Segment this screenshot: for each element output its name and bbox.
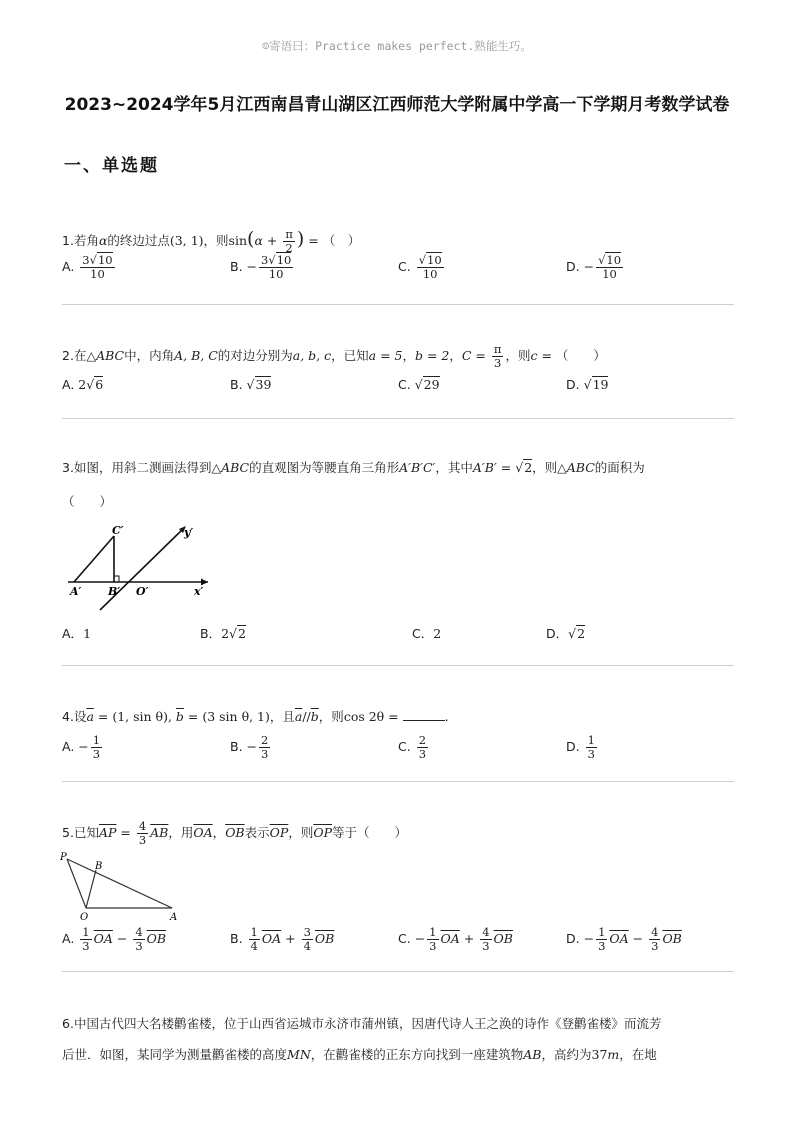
q3-option-b[interactable]: B．2√2 — [200, 626, 246, 641]
divider — [62, 418, 734, 419]
q4-option-c[interactable]: C. $\frac{2}{3}$ — [398, 733, 427, 761]
label-o: O — [80, 912, 89, 922]
pi-over-2: $\frac{\pi}{2}$ — [285, 227, 293, 255]
question-5-stem: 5.已知$\overline{AP}$ = $\frac{4}{3}$ $\overline{AB}$，用$\overline{OA}$，$\overline{OB}$表示$\overline{OP}$，则$\overline{OP}$等于（ ） — [62, 819, 408, 847]
oblique-projection-figure — [60, 522, 212, 614]
q1-option-c[interactable]: C. $\frac{√10}{10}$ — [398, 253, 442, 281]
q4-option-b[interactable]: B. − $\frac{2}{3}$ — [230, 733, 269, 761]
q5-option-c[interactable]: C. − $\frac{1}{3}$ $\overline{OA}$ + $\frac{4}{3}$ $\overline{OB}$ — [398, 925, 513, 953]
label-b: B — [95, 861, 103, 872]
q2-option-a[interactable]: A. 2√6 — [62, 377, 104, 392]
q1-option-b[interactable]: B. − $\frac{3√10}{10}$ — [230, 253, 292, 281]
question-1-stem: 1.若角α的终边过点(3, 1)，则sin(α + $\frac{\pi}{2}$ ) = （ ） — [62, 227, 361, 255]
q5-option-a[interactable]: A. $\frac{1}{3}$ $\overline{OA}$ − $\frac{4}{3}$ $\overline{OB}$ — [62, 925, 167, 953]
segment-a-c — [74, 536, 114, 582]
segment-o-b — [86, 870, 96, 908]
q4-option-d[interactable]: D. $\frac{1}{3}$ — [566, 733, 595, 761]
label-a-prime: A′ — [70, 585, 82, 598]
question-2-stem: 2.在△ABC中，内角A, B, C的对边分别为a, b, c，已知a = 5，b = 2，C = $\frac{\pi}{3}$ ，则c = （ ） — [62, 342, 606, 370]
q5-option-b[interactable]: B. $\frac{1}{4}$ $\overline{OA}$ + $\frac{3}{4}$ $\overline{OB}$ — [230, 925, 335, 953]
exam-title: 2023~2024学年5月江西南昌青山湖区江西师范大学附属中学高一下学期月考数学试卷 — [64, 95, 730, 115]
answer-blank[interactable] — [403, 707, 445, 721]
question-6-line-1: 6.中国古代四大名楼鹳雀楼，位于山西省运城市永济市蒲州镇，因唐代诗人王之涣的诗作《登鹳雀楼》而流芳 — [62, 1016, 662, 1031]
divider — [62, 665, 734, 666]
q1-option-a[interactable]: A. $\frac{3√10}{10}$ — [62, 253, 113, 281]
q2-option-d[interactable]: D. √19 — [566, 377, 609, 392]
label-y-prime: y′ — [184, 526, 194, 539]
q3-option-c[interactable]: C．2 — [412, 626, 442, 641]
q3-option-a[interactable]: A．1 — [62, 626, 92, 641]
question-4-stem: 4.设$\overline{a} = (1$, sin θ), $\overline{b} = (3$ sin θ, 1)，且$\overline{a}//\overline{b}$，则cos 2θ = . — [62, 709, 449, 724]
label-b-prime: B′ — [108, 585, 121, 598]
divider — [62, 304, 734, 305]
q4-option-a[interactable]: A. − $\frac{1}{3}$ — [62, 733, 101, 761]
question-3-tail: （ ） — [62, 494, 113, 509]
motto-header: ☺寄语曰：Practice makes perfect.熟能生巧。 — [262, 39, 532, 53]
label-p: P — [60, 852, 67, 863]
q2-option-b[interactable]: B. √39 — [230, 377, 272, 392]
label-o-prime: O′ — [136, 585, 149, 598]
label-a: A — [170, 912, 178, 922]
question-6-line-2: 后世．如图，某同学为测量鹳雀楼的高度MN，在鹳雀楼的正东方向找到一座建筑物AB，高约为37m，在地 — [62, 1047, 657, 1062]
divider — [62, 781, 734, 782]
divider — [62, 971, 734, 972]
question-3-stem: 3.如图，用斜二测画法得到△ABC的直观图为等腰直角三角形A′B′C′，其中A′B′ = √2，则△ABC的面积为 — [62, 460, 645, 475]
q5-option-d[interactable]: D. − $\frac{1}{3}$ $\overline{OA}$ − $\frac{4}{3}$ $\overline{OB}$ — [566, 925, 682, 953]
q1-option-d[interactable]: D. − $\frac{√10}{10}$ — [566, 253, 622, 281]
q3-option-d[interactable]: D．√2 — [546, 626, 586, 641]
vector-triangle-figure — [58, 850, 184, 922]
label-x-prime: x′ — [194, 585, 204, 598]
q2-option-c[interactable]: C. √29 — [398, 377, 440, 392]
label-c-prime: C′ — [112, 524, 124, 537]
section-heading: 一、单选题 — [64, 156, 159, 176]
